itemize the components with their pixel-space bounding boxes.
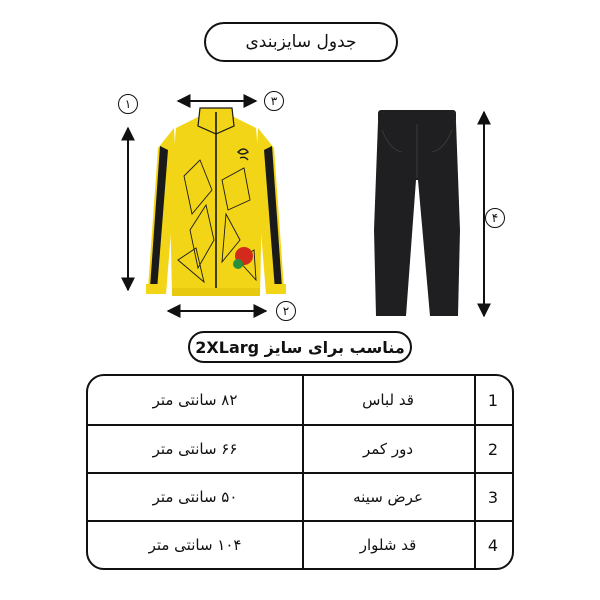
measurement-name: قد شلوار xyxy=(359,536,417,554)
marker-4: ۴ xyxy=(485,208,505,228)
measurement-name: دور کمر xyxy=(362,440,414,458)
row-number: 2 xyxy=(487,439,499,459)
marker-3: ۳ xyxy=(264,91,284,111)
size-chart-title: جدول سایزبندی xyxy=(204,22,398,62)
table-row xyxy=(88,521,512,569)
row-number: 1 xyxy=(487,390,499,410)
pants-illustration xyxy=(374,110,460,316)
measurement-name: عرض سینه xyxy=(353,488,423,506)
fit-size-label: مناسب برای سایز 2XLarg xyxy=(188,331,412,363)
row-number: 3 xyxy=(487,487,499,507)
marker-1: ۱ xyxy=(118,94,138,114)
table-row xyxy=(88,376,512,424)
size-value: ۵۰ سانتی متر xyxy=(152,488,238,506)
row-number: 4 xyxy=(487,535,499,555)
measurement-name: قد لباس xyxy=(362,391,414,409)
size-table xyxy=(86,374,514,570)
size-value: ۶۶ سانتی متر xyxy=(152,440,238,458)
table-row xyxy=(88,425,512,473)
size-value: ۱۰۴ سانتی متر xyxy=(148,536,242,554)
jacket-illustration xyxy=(146,108,286,296)
size-value: ۸۲ سانتی متر xyxy=(152,391,238,409)
pants-waistband xyxy=(378,110,456,124)
table-row xyxy=(88,473,512,521)
marker-2: ۲ xyxy=(276,301,296,321)
